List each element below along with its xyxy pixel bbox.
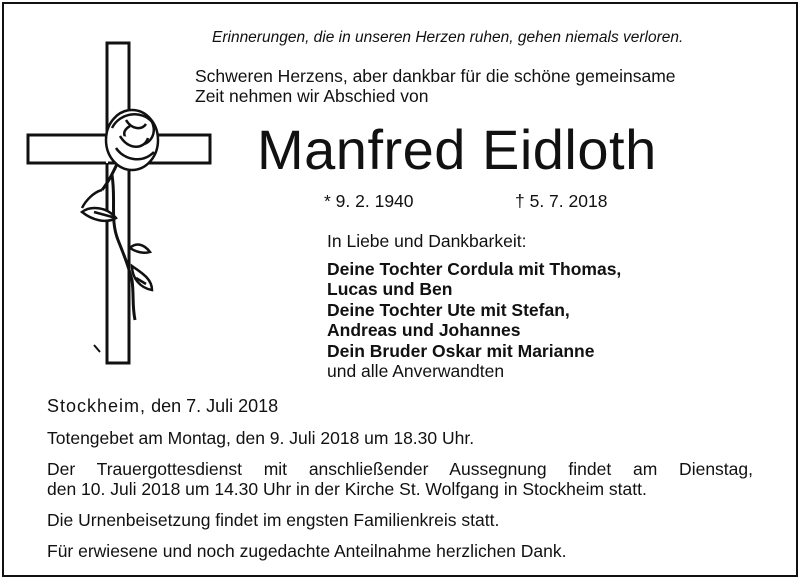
death-date: † 5. 7. 2018: [515, 191, 608, 211]
mourners-lead: In Liebe und Dankbarkeit:: [327, 231, 527, 251]
prayer-note: Totengebet am Montag, den 9. Juli 2018 um 18.30 Uhr.: [47, 428, 475, 448]
memorial-quote: Erinnerungen, die in unseren Herzen ruhen, gehen niemals verloren.: [212, 29, 684, 46]
urn-note: Die Urnenbeisetzung findet im engsten Familienkreis statt.: [47, 510, 500, 530]
mourners-closing: und alle Anverwandten: [327, 361, 505, 381]
place-city: Stockheim,: [47, 396, 147, 416]
ceremony-note: [47, 459, 753, 499]
ceremony-line-1: Der Trauergottesdienst mit anschließender Aussegnung findet am Dienstag,: [47, 459, 753, 479]
place-date: den 7. Juli 2018: [151, 396, 279, 416]
mourner-line: Deine Tochter Ute mit Stefan,: [327, 299, 570, 320]
mourner-line: Andreas und Johannes: [327, 320, 521, 340]
intro-line-1: Schweren Herzens, aber dankbar für die schöne gemeinsame: [195, 66, 676, 86]
cross-with-rose-illustration: [20, 40, 220, 370]
ceremony-line-2: den 10. Juli 2018 um 14.30 Uhr in der Kirche St. Wolfgang in Stockheim statt.: [47, 479, 647, 499]
mourner-line: Deine Tochter Cordula mit Thomas,: [327, 258, 622, 279]
deceased-name: Manfred Eidloth: [257, 118, 657, 181]
mourner-line: Lucas und Ben: [327, 279, 453, 299]
mourners-list: [327, 231, 621, 382]
intro-text: [195, 66, 676, 106]
mourner-line: Dein Bruder Oskar mit Marianne: [327, 340, 595, 361]
service-notes: [47, 428, 753, 572]
place-and-date: [47, 396, 278, 417]
intro-line-2: Zeit nehmen wir Abschied von: [195, 86, 429, 106]
thanks-note: Für erwiesene und noch zugedachte Anteilnahme herzlichen Dank.: [47, 541, 567, 561]
birth-date: * 9. 2. 1940: [324, 191, 414, 211]
